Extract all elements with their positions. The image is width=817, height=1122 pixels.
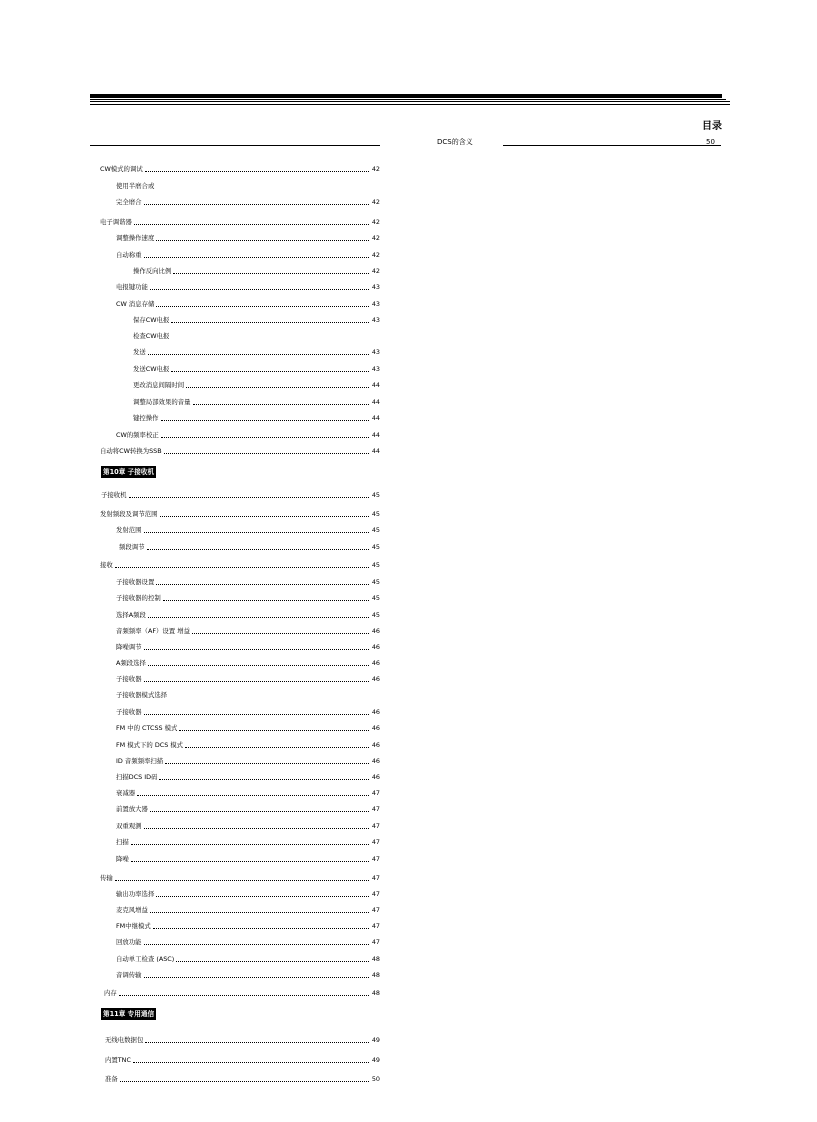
leader-dots <box>131 860 369 862</box>
toc-entry-page: 50 <box>706 138 715 146</box>
toc-entry-label: 自动称重 <box>116 251 142 259</box>
leader-dots <box>115 566 369 568</box>
leader-dots <box>147 548 369 550</box>
leader-dots <box>186 386 369 388</box>
toc-entry-page: 48 <box>371 971 380 979</box>
toc-entry-page: 46 <box>371 773 380 781</box>
toc-entry[interactable] <box>116 641 380 651</box>
toc-entry-page: 43 <box>371 348 380 356</box>
leader-dots <box>173 272 369 274</box>
toc-entry[interactable] <box>119 541 380 551</box>
toc-entry-page: 49 <box>371 1056 380 1064</box>
toc-entry[interactable] <box>116 232 380 242</box>
toc-entry[interactable] <box>116 673 380 683</box>
toc-entry-page: 45 <box>371 543 380 551</box>
toc-entry-page: 44 <box>371 431 380 439</box>
leader-dots <box>144 531 369 533</box>
toc-entry[interactable] <box>116 298 380 308</box>
toc-entry-page: 47 <box>371 789 380 797</box>
leader-dots <box>144 713 369 715</box>
toc-entry-page: 42 <box>371 267 380 275</box>
toc-entry[interactable] <box>116 576 380 586</box>
toc-entry-page: 50 <box>371 1075 380 1083</box>
toc-entry[interactable] <box>104 987 380 997</box>
toc-entry-page: 47 <box>371 838 380 846</box>
leader-dots <box>145 1041 369 1043</box>
toc-entry-label: 发射范围 <box>116 526 142 534</box>
toc-entry-page: 46 <box>371 708 380 716</box>
toc-entry[interactable] <box>133 412 380 422</box>
toc-entry[interactable] <box>116 936 380 946</box>
toc-entry[interactable] <box>116 429 380 439</box>
toc-entry-page: 45 <box>371 510 380 518</box>
leader-dots <box>150 288 369 290</box>
leader-dots <box>148 353 369 355</box>
toc-entry-label: 子接收器 <box>116 708 142 716</box>
toc-entry-label: 频段调节 <box>119 543 145 551</box>
toc-entry-label: 降噪调节 <box>116 643 142 651</box>
toc-entry-label: FM 模式下的 DCS 模式 <box>116 741 184 749</box>
toc-entry-page: 43 <box>371 365 380 373</box>
toc-entry-label: 降噪 <box>116 855 129 863</box>
toc-entry[interactable] <box>116 739 380 749</box>
toc-entry[interactable] <box>133 330 380 340</box>
toc-entry-label: 扫描DCS ID码 <box>116 773 158 781</box>
toc-entry-page: 47 <box>371 922 380 930</box>
divider <box>90 145 380 146</box>
header-rule <box>90 101 730 102</box>
toc-entry-label: 衰减器 <box>116 789 136 797</box>
toc-entry-label: 更改消息间隔时间 <box>133 381 185 389</box>
header-rule-thick <box>90 94 722 98</box>
toc-entry-label: 发送 <box>133 348 146 356</box>
leader-dots <box>153 927 369 929</box>
toc-entry-label: ID 音频频率扫描 <box>116 757 164 765</box>
toc-entry[interactable] <box>105 1073 380 1083</box>
toc-entry[interactable] <box>116 657 380 667</box>
toc-entry-label: 调整操作速度 <box>116 234 155 242</box>
leader-dots <box>160 515 369 517</box>
leader-dots <box>148 616 369 618</box>
leader-dots <box>120 1080 369 1082</box>
leader-dots <box>144 827 369 829</box>
toc-entry[interactable] <box>116 625 380 635</box>
toc-entry-label: CW模式的调试 <box>100 165 143 173</box>
toc-entry-label: 发射频段及调节范围 <box>100 510 158 518</box>
toc-entry-page: 43 <box>371 316 380 324</box>
leader-dots <box>137 794 369 796</box>
leader-dots <box>163 599 369 601</box>
toc-entry-page: 46 <box>371 659 380 667</box>
leader-dots <box>176 960 369 962</box>
toc-entry-label: 音频频率（AF）设置 增益 <box>116 627 190 635</box>
leader-dots <box>156 305 369 307</box>
toc-entry[interactable] <box>101 489 380 499</box>
leader-dots <box>148 664 369 666</box>
toc-entry-label: 电报键功能 <box>116 283 148 291</box>
toc-entry[interactable] <box>116 609 380 619</box>
leader-dots <box>171 370 369 372</box>
toc-entry-label: 操作反向比例 <box>133 267 172 275</box>
toc-entry[interactable] <box>100 508 380 518</box>
toc-entry-label: 保存CW电报 <box>133 316 170 324</box>
leader-dots <box>144 256 369 258</box>
toc-entry[interactable] <box>116 196 380 206</box>
leader-dots <box>161 436 369 438</box>
toc-entry-label: 子接收器模式选择 <box>116 691 168 699</box>
leader-dots <box>129 496 369 498</box>
toc-entry-label: A频段选择 <box>116 659 146 667</box>
toc-entry-page: 44 <box>371 414 380 422</box>
toc-entry-label: 接收 <box>100 561 113 569</box>
toc-entry-page: 46 <box>371 627 380 635</box>
toc-entry[interactable] <box>100 163 380 173</box>
toc-entry-page: 45 <box>371 611 380 619</box>
leader-dots <box>156 895 369 897</box>
toc-entry-page: 46 <box>371 741 380 749</box>
toc-entry-page: 45 <box>371 491 380 499</box>
toc-entry-label: 输出功率选择 <box>116 890 155 898</box>
toc-entry-page: 45 <box>371 526 380 534</box>
toc-entry-label: 回放功能 <box>116 938 142 946</box>
toc-entry-label: FM 中的 CTCSS 模式 <box>116 724 178 732</box>
toc-entry-label: DCS的含义 <box>437 138 473 146</box>
toc-entry-label: 内置TNC <box>105 1056 131 1064</box>
toc-entry[interactable] <box>100 216 380 226</box>
leader-dots <box>161 419 369 421</box>
toc-entry-label: 电子调谐器 <box>100 218 132 226</box>
leader-dots <box>164 452 369 454</box>
header-rule <box>90 104 730 105</box>
toc-entry[interactable] <box>100 445 380 455</box>
toc-entry-label: 键控操作 <box>133 414 159 422</box>
toc-entry[interactable] <box>100 559 380 569</box>
leader-dots <box>144 680 369 682</box>
toc-entry-label: 选择A频段 <box>116 611 146 619</box>
toc-entry-page: 42 <box>371 198 380 206</box>
toc-entry[interactable] <box>116 281 380 291</box>
leader-dots <box>144 648 369 650</box>
toc-entry-page: 47 <box>371 805 380 813</box>
toc-entry-page: 43 <box>371 300 380 308</box>
toc-entry[interactable] <box>116 888 380 898</box>
toc-entry-label: 自动将CW转换为SSB <box>100 447 162 455</box>
toc-entry-label: 麦克风增益 <box>116 906 148 914</box>
chapter-heading[interactable]: 第11章 专用通信 <box>103 1010 155 1018</box>
toc-entry[interactable] <box>116 803 380 813</box>
leader-dots <box>134 223 369 225</box>
toc-entry-label: 扫描 <box>116 838 129 846</box>
leader-dots <box>150 911 369 913</box>
toc-entry-label: 调整局部效果的音量 <box>133 398 191 406</box>
toc-entry[interactable] <box>116 180 380 190</box>
toc-entry-page: 45 <box>371 561 380 569</box>
leader-dots <box>165 762 369 764</box>
toc-entry-label: 无线电数据包 <box>105 1036 144 1044</box>
toc-entry-page: 48 <box>371 989 380 997</box>
toc-entry-page: 47 <box>371 890 380 898</box>
toc-entry-label: 使用半磨合或 <box>116 182 155 190</box>
divider <box>503 145 721 146</box>
toc-entry-page: 46 <box>371 675 380 683</box>
leader-dots <box>193 403 369 405</box>
leader-dots <box>145 170 369 172</box>
toc-entry[interactable] <box>105 1034 380 1044</box>
toc-entry[interactable] <box>116 689 380 699</box>
toc-entry-page: 42 <box>371 234 380 242</box>
toc-entry-label: 音调传输 <box>116 971 142 979</box>
toc-entry-label: 自动单工检查 (ASC) <box>116 955 175 963</box>
toc-entry[interactable] <box>116 853 380 863</box>
chapter-heading[interactable]: 第10章 子接收机 <box>103 468 155 476</box>
leader-dots <box>156 239 369 241</box>
leader-dots <box>119 994 369 996</box>
header-rule <box>90 99 726 100</box>
toc-entry[interactable] <box>116 722 380 732</box>
leader-dots <box>156 583 369 585</box>
toc-entry-page: 47 <box>371 855 380 863</box>
toc-entry[interactable] <box>116 771 380 781</box>
toc-entry-label: 发送CW电报 <box>133 365 170 373</box>
toc-entry[interactable] <box>116 969 380 979</box>
toc-entry[interactable] <box>116 787 380 797</box>
toc-entry[interactable] <box>116 904 380 914</box>
toc-entry[interactable] <box>116 706 380 716</box>
leader-dots <box>131 843 369 845</box>
toc-entry-label: 前置放大器 <box>116 805 148 813</box>
toc-entry-page: 47 <box>371 822 380 830</box>
toc-entry[interactable] <box>116 755 380 765</box>
toc-entry[interactable] <box>100 872 380 882</box>
leader-dots <box>150 810 369 812</box>
toc-entry[interactable] <box>116 953 380 963</box>
toc-entry-page: 46 <box>371 757 380 765</box>
toc-entry-page: 46 <box>371 724 380 732</box>
toc-entry-label: CW的频率校正 <box>116 431 159 439</box>
toc-entry-page: 47 <box>371 938 380 946</box>
leader-dots <box>133 1061 369 1063</box>
toc-entry[interactable] <box>133 363 380 373</box>
toc-entry[interactable] <box>133 346 380 356</box>
toc-entry-label: 准备 <box>105 1075 118 1083</box>
toc-entry-label: CW 消息存储 <box>116 300 155 308</box>
toc-entry-page: 44 <box>371 398 380 406</box>
toc-entry-page: 42 <box>371 165 380 173</box>
toc-entry[interactable] <box>116 920 380 930</box>
toc-entry[interactable] <box>133 396 380 406</box>
toc-entry-page: 49 <box>371 1036 380 1044</box>
toc-entry[interactable] <box>105 1054 380 1064</box>
toc-entry-page: 46 <box>371 643 380 651</box>
toc-entry[interactable] <box>116 836 380 846</box>
toc-entry-page: 45 <box>371 578 380 586</box>
toc-entry-label: 检查CW电报 <box>133 332 170 340</box>
toc-entry[interactable] <box>133 265 380 275</box>
page-title: 目录 <box>702 121 722 132</box>
leader-dots <box>115 879 369 881</box>
toc-entry-label: 完全磨合 <box>116 198 142 206</box>
toc-entry-label: 内存 <box>104 989 117 997</box>
leader-dots <box>159 778 369 780</box>
toc-entry-page: 47 <box>371 874 380 882</box>
toc-entry-page: 42 <box>371 218 380 226</box>
leader-dots <box>144 976 369 978</box>
toc-entry-label: 子接收器 <box>116 675 142 683</box>
toc-entry[interactable] <box>116 249 380 259</box>
toc-entry-label: 子接收机 <box>101 491 127 499</box>
leader-dots <box>171 321 369 323</box>
toc-entry-page: 44 <box>371 381 380 389</box>
leader-dots <box>144 943 369 945</box>
toc-entry-label: 传输 <box>100 874 113 882</box>
leader-dots <box>179 729 369 731</box>
toc-entry-label: FM中继模式 <box>116 922 151 930</box>
toc-entry[interactable] <box>133 314 380 324</box>
toc-entry[interactable] <box>116 524 380 534</box>
toc-entry-label: 子接收器设置 <box>116 578 155 586</box>
toc-entry[interactable] <box>116 592 380 602</box>
leader-dots <box>192 632 369 634</box>
toc-entry-page: 48 <box>371 955 380 963</box>
toc-entry[interactable] <box>133 379 380 389</box>
toc-entry-label: 双重观测 <box>116 822 142 830</box>
toc-entry-label: 子接收器的控制 <box>116 594 161 602</box>
leader-dots <box>144 203 369 205</box>
toc-entry-page: 43 <box>371 283 380 291</box>
toc-entry[interactable] <box>116 820 380 830</box>
toc-entry-page: 47 <box>371 906 380 914</box>
toc-entry-page: 45 <box>371 594 380 602</box>
toc-entry-page: 44 <box>371 447 380 455</box>
leader-dots <box>185 746 369 748</box>
toc-entry-page: 42 <box>371 251 380 259</box>
